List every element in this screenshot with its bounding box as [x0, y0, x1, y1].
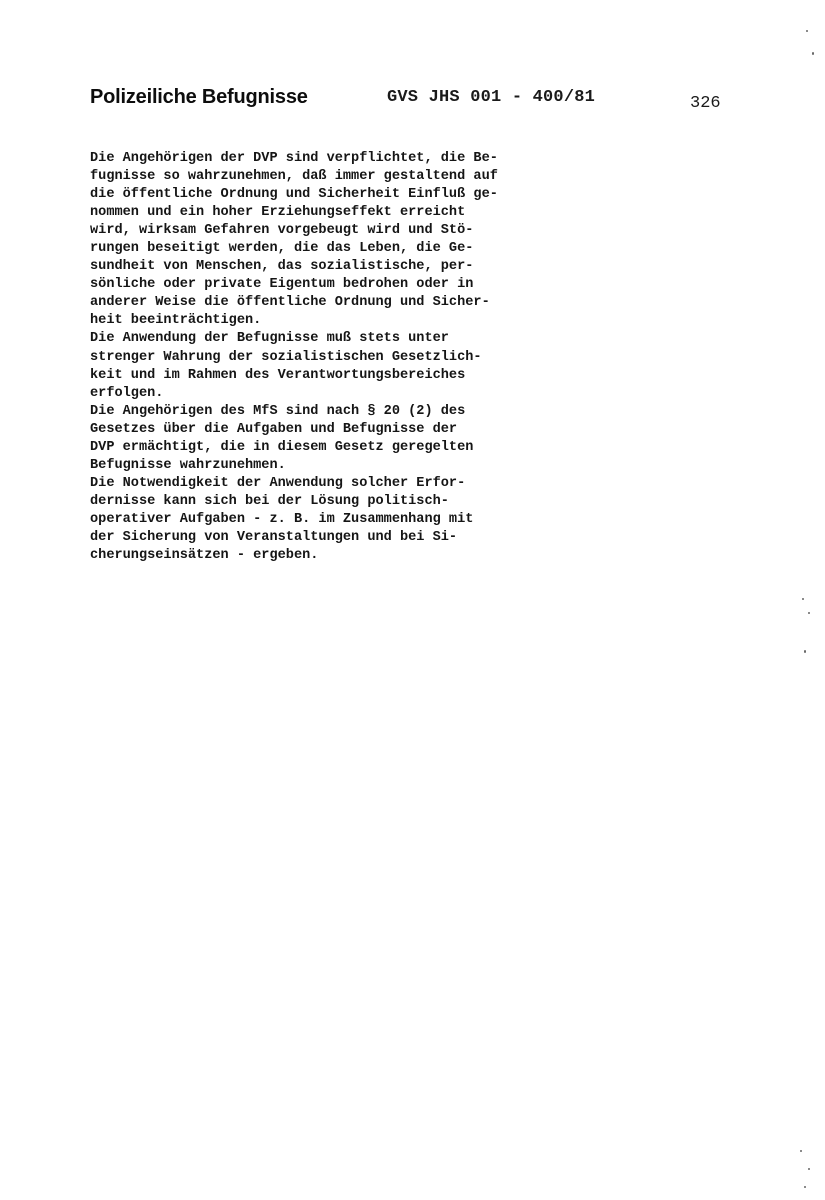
text-line: operativer Aufgaben - z. B. im Zusammenhang mit [90, 511, 474, 527]
scan-speck [804, 650, 806, 653]
text-line: heit beeinträchtigen. [90, 313, 262, 329]
scan-speck [800, 1150, 802, 1152]
text-line: cherungseinsätzen - ergeben. [90, 548, 319, 564]
section-heading: Polizeiliche Befugnisse [90, 86, 308, 108]
text-line: rungen beseitigt werden, die das Leben, die Ge- [90, 241, 474, 257]
text-line: Die Angehörigen der DVP sind verpflichtet, die Be- [90, 151, 498, 166]
text-line: erfolgen. [90, 385, 164, 401]
text-line: fugnisse so wahrzunehmen, daß immer gestaltend auf [90, 169, 498, 185]
text-line: dernisse kann sich bei der Lösung politisch- [90, 493, 449, 509]
text-line: strenger Wahrung der sozialistischen Gesetzlich- [90, 349, 482, 365]
text-line: Die Notwendigkeit der Anwendung solcher Erfor- [90, 475, 466, 491]
scan-speck [804, 1186, 806, 1188]
text-line: anderer Weise die öffentliche Ordnung und Sicher- [90, 295, 490, 311]
text-line: keit und im Rahmen des Verantwortungsbereiches [90, 367, 466, 383]
text-line: der Sicherung von Veranstaltungen und bei Si- [90, 529, 458, 545]
scan-speck [808, 1168, 810, 1170]
text-line: DVP ermächtigt, die in diesem Gesetz geregelten [90, 439, 474, 455]
document-reference: GVS JHS 001 - 400/81 [387, 88, 596, 107]
text-line: nommen und ein hoher Erziehungseffekt erreicht [90, 205, 466, 221]
text-line: Die Anwendung der Befugnisse muß stets unter [90, 331, 449, 347]
text-line: Befugnisse wahrzunehmen. [90, 457, 286, 473]
scan-speck [806, 30, 808, 32]
text-line: Die Angehörigen des MfS sind nach § 20 (2) des [90, 403, 466, 419]
text-line: sönliche oder private Eigentum bedrohen oder in [90, 277, 474, 293]
scan-speck [802, 598, 804, 600]
text-line: die öffentliche Ordnung und Sicherheit Einfluß ge- [90, 187, 498, 203]
scan-speck [808, 612, 810, 614]
text-line: Gesetzes über die Aufgaben und Befugnisse der [90, 421, 458, 437]
text-line: wird, wirksam Gefahren vorgebeugt wird und Stö- [90, 223, 474, 239]
scan-speck [812, 52, 814, 55]
body-text [90, 150, 590, 565]
text-line: sundheit von Menschen, das sozialistische, per- [90, 259, 474, 275]
page-number: 326 [690, 94, 721, 113]
